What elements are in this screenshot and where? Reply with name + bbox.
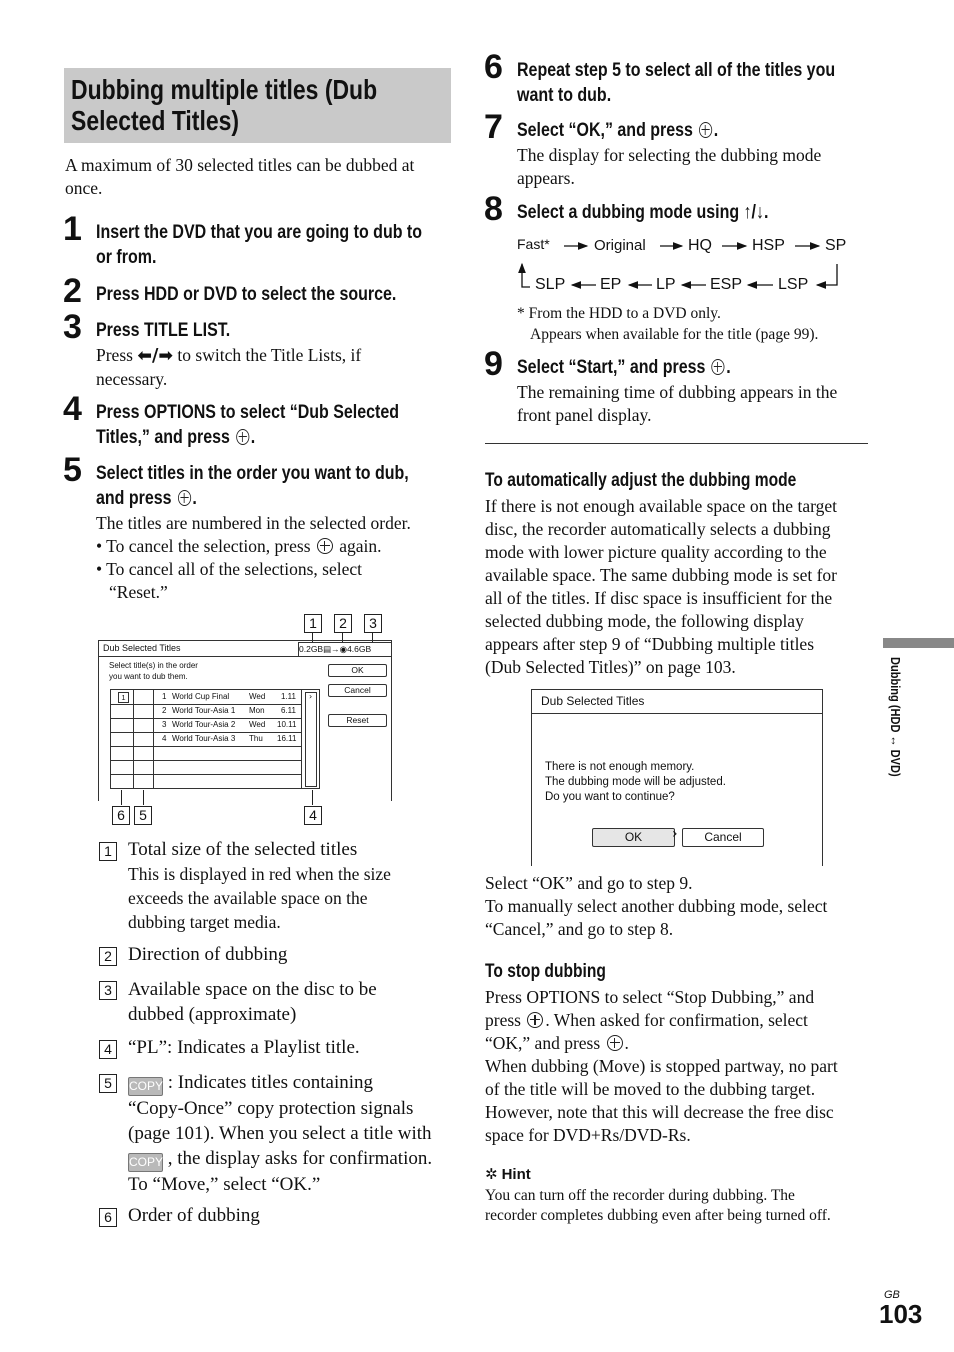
mode-sp: SP: [825, 237, 847, 254]
legend-2-number: 2: [99, 947, 117, 966]
dialog-cancel-button[interactable]: Cancel: [682, 828, 764, 847]
footer-gb: GB: [884, 1289, 900, 1301]
screen-ok-button[interactable]: OK: [328, 664, 387, 677]
callout-2: 2: [334, 614, 352, 633]
order-number: 1: [118, 692, 129, 703]
screen-cancel-button[interactable]: Cancel: [328, 684, 387, 697]
legend-6: Order of dubbing: [128, 1205, 260, 1226]
dialog-message: There is not enough memory. The dubbing mode will be adjusted. Do you want to continue?: [545, 761, 726, 803]
mode-original: Original: [594, 237, 646, 254]
step-7-number: 7: [484, 108, 503, 146]
size-indicator: [298, 642, 392, 657]
mode-esp: ESP: [710, 276, 743, 293]
divider: [485, 443, 868, 444]
dialog-title: Dub Selected Titles: [541, 694, 645, 708]
table-row[interactable]: 2 World Tour-Asia 1 Mon 6.11: [162, 706, 296, 715]
step-2-number: 2: [63, 272, 82, 310]
section-title: Dubbing multiple titles (Dub Selected Titles): [71, 74, 378, 136]
enter-button-icon: [527, 1012, 543, 1028]
scroll-arrow-icon: ›: [309, 692, 313, 701]
step-5-body: The titles are numbered in the selected order. • To cancel the selection, press again. • To cancel all of the selections, select “Reset.”: [96, 513, 411, 602]
enter-button-icon: [607, 1035, 623, 1051]
mode-notes: * From the HDD to a DVD only. Appears when available for the title (page 99).: [517, 305, 819, 343]
step-1-text: Insert the DVD that you are going to dub to or from.: [96, 221, 423, 268]
step-3-text: Press TITLE LIST.: [96, 319, 231, 341]
legend-5-number: 5: [99, 1074, 117, 1093]
step-4-number: 4: [63, 390, 82, 428]
legend-1-number: 1: [99, 842, 117, 861]
legend-6-number: 6: [99, 1208, 117, 1227]
dubbing-mode-diagram: [517, 232, 857, 298]
step-1-number: 1: [63, 210, 82, 248]
step-4-text: Press OPTIONS to select “Dub Selected Titles,” and press .: [96, 401, 400, 448]
page-number: 103: [879, 1299, 923, 1329]
step-2-text: Press HDD or DVD to select the source.: [96, 283, 397, 305]
hdd-to-dvd-icon: ▤→◉: [323, 644, 348, 654]
callout-5: 5: [134, 806, 152, 825]
enter-button-icon: [236, 429, 249, 445]
callout-4: 4: [304, 806, 322, 825]
auto-adjust-heading: To automatically adjust the dubbing mode: [485, 470, 797, 491]
callout-1: 1: [304, 614, 322, 633]
legend-4-number: 4: [99, 1040, 117, 1059]
legend-4: “PL”: Indicates a Playlist title.: [128, 1037, 360, 1058]
step-3-body: Press ⬅/➡ to switch the Title Lists, if necessary.: [96, 345, 362, 389]
step-5-text: Select titles in the order you want to dub, and press .: [96, 462, 409, 509]
callout-6: 6: [112, 806, 130, 825]
auto-adjust-text: If there is not enough available space on the target disc, the recorder automatically selects a dubbing mode with lower picture quality according to the available space. The same dubbing mode is set for all of the titles. If disc space is insufficient for the selected dubbing mode, the following display appears after step 9 of “Dubbing multiple titles (Dub Selected Titles)” on page 103.: [485, 496, 837, 677]
hint-text: You can turn off the recorder during dubbing. The recorder completes dubbing even after being turned off.: [485, 1187, 831, 1224]
screen-reset-button[interactable]: Reset: [328, 714, 387, 727]
mode-fast: Fast*: [517, 236, 550, 252]
step-7-body: The display for selecting the dubbing mode appears.: [517, 145, 822, 188]
selection-cursor-icon: ›: [672, 826, 678, 842]
callout-line-6: [121, 790, 122, 805]
scrollbar[interactable]: [305, 692, 317, 787]
row-line: [111, 774, 301, 775]
dialog-ok-button[interactable]: OK: [592, 828, 675, 847]
mode-hq: HQ: [688, 237, 712, 254]
copy-once-icon: COPY: [128, 1077, 163, 1096]
not-enough-memory-dialog: [531, 689, 823, 866]
step-5-number: 5: [63, 451, 82, 489]
legend-1: Total size of the selected titles This is displayed in red when the size exceeds the available space on the dubbing target media.: [128, 839, 391, 932]
callout-line-5: [143, 790, 144, 805]
after-dialog-text: Select “OK” and go to step 9. To manually select another dubbing mode, select “Cancel,” and go to step 8.: [485, 873, 828, 939]
step-8-number: 8: [484, 190, 503, 228]
step-3-number: 3: [63, 308, 82, 346]
dialog-title-underline: [532, 713, 822, 714]
legend-3: Available space on the disc to be dubbed (approximate): [128, 979, 377, 1025]
legend-2: Direction of dubbing: [128, 944, 288, 965]
table-row[interactable]: 1 1 World Cup Final Wed 1.11: [111, 690, 301, 704]
step-9-text: Select “Start,” and press .: [517, 356, 731, 378]
enter-button-icon: [317, 538, 333, 554]
enter-button-icon: [711, 359, 724, 375]
stop-dubbing-heading: To stop dubbing: [485, 961, 606, 982]
total-size: 0.2GB: [299, 644, 324, 654]
step-7-text: Select “OK,” and press .: [517, 119, 719, 141]
table-row[interactable]: 4 World Tour-Asia 3 Thu 16.11: [162, 734, 297, 743]
enter-button-icon: [178, 490, 191, 506]
step-9-body: The remaining time of dubbing appears in the front panel display.: [517, 382, 838, 425]
mode-hsp: HSP: [752, 237, 785, 254]
hint-header: ✲ Hint: [485, 1165, 531, 1183]
screen-prompt: Select title(s) in the order you want to dub them.: [109, 661, 198, 681]
mode-ep: EP: [600, 276, 622, 293]
callout-line-4: [312, 790, 313, 805]
dub-selected-titles-screen: [98, 640, 392, 801]
step-6-number: 6: [484, 48, 503, 86]
copy-once-icon: COPY: [128, 1153, 163, 1172]
side-tab-label: Dubbing (HDD ↔ DVD): [888, 657, 903, 777]
row-line: [111, 760, 301, 761]
mode-lp: LP: [656, 276, 676, 293]
list-right-divider: [301, 690, 302, 788]
left-right-arrow-icon: ⬅/➡: [137, 346, 174, 366]
mode-arrows: [517, 232, 857, 298]
step-6-text: Repeat step 5 to select all of the titles you want to dub.: [517, 59, 836, 106]
intro-text: A maximum of 30 selected titles can be dubbed at once.: [65, 155, 415, 198]
enter-button-icon: [699, 122, 712, 138]
lightbulb-icon: ✲: [485, 1165, 498, 1183]
title-list: [110, 689, 320, 789]
row-line: [111, 746, 301, 747]
available-space: 4.6GB: [347, 644, 372, 654]
table-row[interactable]: 3 World Tour-Asia 2 Wed 10.11: [162, 720, 297, 729]
mode-lsp: LSP: [778, 276, 809, 293]
callout-3: 3: [364, 614, 382, 633]
screen-title: Dub Selected Titles: [103, 643, 181, 653]
step-9-number: 9: [484, 345, 503, 383]
side-tab-bar: [883, 638, 954, 648]
legend-5: COPY : Indicates titles containing “Copy-Once” copy protection signals (page 101). When you select a title with COPY , the display asks for confirmation. To “Move,” select “OK.”: [128, 1072, 433, 1195]
mode-slp: SLP: [535, 276, 566, 293]
step-8-text: Select a dubbing mode using ↑/↓.: [517, 201, 769, 223]
legend-3-number: 3: [99, 981, 117, 1000]
stop-dubbing-text: Press OPTIONS to select “Stop Dubbing,” and press . When asked for confirmation, select “OK,” and press . When dubbing (Move) is stopped partway, no part of the title will be moved to the dubbing target. However, note that this will decrease the free disc space for DVD+Rs/DVD-Rs.: [485, 987, 838, 1145]
